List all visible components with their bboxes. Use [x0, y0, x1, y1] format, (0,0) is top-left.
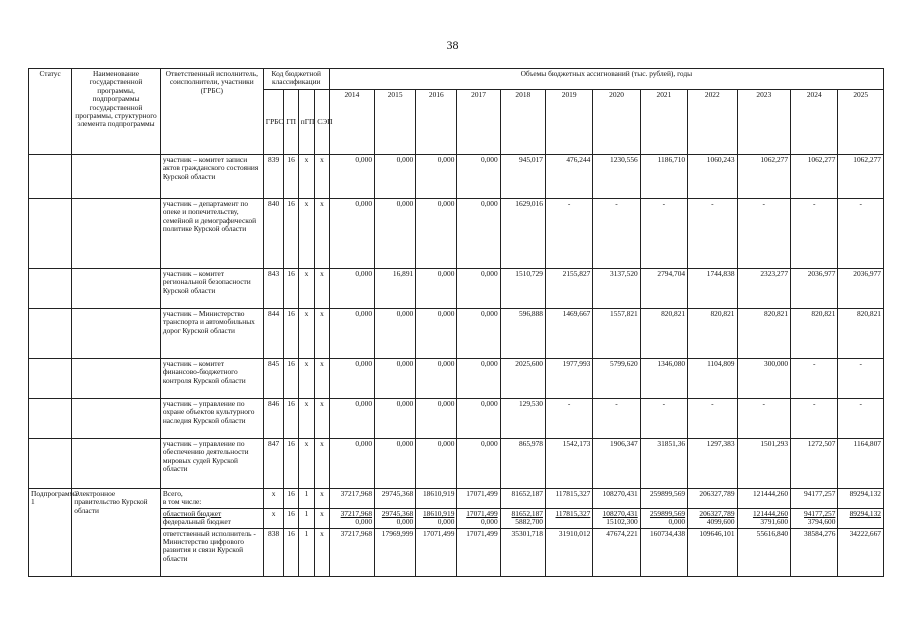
- table-row: [29, 199, 884, 269]
- name-cell: [72, 269, 161, 309]
- federal-value: 0,000: [481, 517, 498, 527]
- value-cell: -: [545, 399, 592, 439]
- value-cell: 0,000: [329, 399, 374, 439]
- code-cell: х: [315, 489, 329, 509]
- value-cell: 0,000: [375, 359, 416, 399]
- value-cell: 2794,704: [640, 269, 687, 309]
- value-cell: 0,000: [457, 199, 500, 269]
- total-value-cell: 17071,499: [457, 489, 500, 509]
- value-cell: 0,000: [329, 155, 374, 199]
- value-cell: 820,821: [688, 309, 737, 359]
- regional-value: 89294,132: [849, 508, 881, 518]
- header-year: 2015: [375, 90, 416, 155]
- value-cell: -: [688, 199, 737, 269]
- value-cell: -: [737, 399, 791, 439]
- value-cell: 35301,718: [500, 528, 545, 576]
- code-cell: х: [298, 309, 314, 359]
- table-row: [29, 359, 884, 399]
- regional-value: 259899,569: [649, 508, 686, 518]
- header-volumes: Объемы бюджетных ассигнований (тыс. рублей), годы: [329, 69, 883, 90]
- value-cell: -: [593, 399, 640, 439]
- value-cell: 0,000: [329, 439, 374, 489]
- value-cell: 820,821: [791, 309, 838, 359]
- total-value-cell: 18610,919: [416, 489, 457, 509]
- budget-label-cell: [160, 508, 263, 528]
- federal-value: 5882,700: [515, 517, 543, 527]
- code-cell: х: [298, 359, 314, 399]
- subprogram-status: Подпрограмма 1: [29, 489, 72, 577]
- code-cell: х: [315, 155, 329, 199]
- value-cell: -: [737, 199, 791, 269]
- name-cell: [72, 309, 161, 359]
- value-cell: 820,821: [640, 309, 687, 359]
- code-cell: 843: [263, 269, 284, 309]
- executor-cell: участник – управление по обеспечению деятельности мировых судей Курской области: [160, 439, 263, 489]
- code-cell: х: [315, 399, 329, 439]
- executor-cell: ответственный исполнитель - Министерство цифрового развития и связи Курской области: [160, 528, 263, 576]
- code-cell: 838: [263, 528, 284, 576]
- name-cell: [72, 439, 161, 489]
- budget-value-cell: [457, 508, 500, 528]
- federal-value: 3794,600: [807, 517, 836, 527]
- value-cell: 31851,36: [640, 439, 687, 489]
- total-value-cell: 89294,132: [838, 489, 884, 509]
- code-cell: 839: [263, 155, 284, 199]
- code-cell: х: [298, 439, 314, 489]
- value-cell: 109646,101: [688, 528, 737, 576]
- code-cell: 1: [298, 508, 314, 528]
- code-cell: х: [298, 155, 314, 199]
- code-cell: х: [315, 439, 329, 489]
- code-cell: х: [298, 399, 314, 439]
- total-value-cell: 117815,327: [545, 489, 592, 509]
- federal-value: 3791,600: [760, 517, 789, 527]
- value-cell: 31910,012: [545, 528, 592, 576]
- value-cell: 38584,276: [791, 528, 838, 576]
- total-value-cell: 37217,968: [329, 489, 374, 509]
- header-year: 2018: [500, 90, 545, 155]
- value-cell: -: [838, 399, 884, 439]
- value-cell: -: [791, 199, 838, 269]
- budget-value-cell: [791, 508, 838, 528]
- header-year: 2019: [545, 90, 592, 155]
- total-value-cell: 121444,260: [737, 489, 791, 509]
- value-cell: 596,888: [500, 309, 545, 359]
- value-cell: -: [791, 399, 838, 439]
- code-cell: х: [315, 199, 329, 269]
- value-cell: 1542,173: [545, 439, 592, 489]
- budget-value-cell: [593, 508, 640, 528]
- value-cell: 3137,520: [593, 269, 640, 309]
- budget-value-cell: [416, 508, 457, 528]
- budget-value-cell: [545, 508, 592, 528]
- value-cell: 1906,347: [593, 439, 640, 489]
- total-value-cell: 206327,789: [688, 489, 737, 509]
- value-cell: 2323,277: [737, 269, 791, 309]
- value-cell: 1510,729: [500, 269, 545, 309]
- value-cell: 0,000: [375, 199, 416, 269]
- code-cell: 844: [263, 309, 284, 359]
- regional-value: 117815,327: [555, 508, 591, 518]
- in-that-label: в том числе:: [162, 497, 202, 507]
- value-cell: 476,244: [545, 155, 592, 199]
- code-cell: 16: [284, 359, 298, 399]
- value-cell: 0,000: [329, 359, 374, 399]
- table-row: [29, 439, 884, 489]
- header-year: 2024: [791, 90, 838, 155]
- value-cell: 1744,838: [688, 269, 737, 309]
- regional-value: 18610,919: [422, 508, 455, 518]
- value-cell: 1164,807: [838, 439, 884, 489]
- value-cell: 1062,277: [791, 155, 838, 199]
- value-cell: 2036,977: [791, 269, 838, 309]
- header-year: 2025: [838, 90, 884, 155]
- status-cell: [29, 399, 72, 439]
- value-cell: -: [545, 199, 592, 269]
- value-cell: 0,000: [457, 359, 500, 399]
- executor-cell: участник – комитет региональной безопасности Курской области: [160, 269, 263, 309]
- value-cell: 0,000: [416, 269, 457, 309]
- value-cell: 160734,438: [640, 528, 687, 576]
- value-cell: 0,000: [416, 309, 457, 359]
- value-cell: 0,000: [416, 199, 457, 269]
- status-cell: [29, 309, 72, 359]
- budget-table: [28, 68, 884, 577]
- value-cell: 1104,809: [688, 359, 737, 399]
- header-code: Код бюджетной классификации: [263, 69, 329, 90]
- code-cell: 845: [263, 359, 284, 399]
- value-cell: 1346,080: [640, 359, 687, 399]
- total-value-cell: 94177,257: [791, 489, 838, 509]
- total-label-cell: [160, 489, 263, 509]
- value-cell: 1062,277: [838, 155, 884, 199]
- value-cell: 0,000: [329, 309, 374, 359]
- value-cell: 16,891: [375, 269, 416, 309]
- value-cell: 2036,977: [838, 269, 884, 309]
- table-row: [29, 269, 884, 309]
- regional-value: 37217,968: [340, 508, 373, 518]
- executor-cell: участник – Министерство транспорта и автомобильных дорог Курской области: [160, 309, 263, 359]
- subprogram-name: Электронное правительство Курской области: [72, 489, 161, 577]
- federal-value: 0,000: [396, 517, 414, 527]
- value-cell: 945,017: [500, 155, 545, 199]
- value-cell: -: [838, 359, 884, 399]
- executor-cell: участник – комитет финансово-бюджетного контроля Курской области: [160, 359, 263, 399]
- value-cell: 17071,499: [416, 528, 457, 576]
- header-row-1: [29, 69, 884, 90]
- value-cell: 1297,383: [688, 439, 737, 489]
- table-row: [29, 399, 884, 439]
- code-cell: х: [315, 508, 329, 528]
- status-cell: [29, 199, 72, 269]
- value-cell: 0,000: [375, 439, 416, 489]
- header-year: 2017: [457, 90, 500, 155]
- total-value-cell: 29745,368: [375, 489, 416, 509]
- table-body: [29, 155, 884, 577]
- code-cell: х: [315, 359, 329, 399]
- code-cell: 1: [298, 528, 314, 576]
- code-cell: 1: [298, 489, 314, 509]
- value-cell: 820,821: [838, 309, 884, 359]
- regional-value: 81652,187: [511, 508, 543, 518]
- code-cell: 846: [263, 399, 284, 439]
- value-cell: 865,978: [500, 439, 545, 489]
- value-cell: 2025,600: [500, 359, 545, 399]
- value-cell: -: [593, 199, 640, 269]
- value-cell: 17071,499: [457, 528, 500, 576]
- header-year: 2016: [416, 90, 457, 155]
- federal-value: 0,000: [355, 517, 373, 527]
- value-cell: 37217,968: [329, 528, 374, 576]
- value-cell: -: [688, 399, 737, 439]
- budget-value-cell: [329, 508, 374, 528]
- header-status: Статус: [29, 69, 72, 155]
- value-cell: 1272,507: [791, 439, 838, 489]
- header-code-col: ГРБС: [263, 90, 284, 155]
- budget-value-cell: [838, 508, 884, 528]
- regional-value: 29745,368: [381, 508, 414, 518]
- value-cell: 1186,710: [640, 155, 687, 199]
- name-cell: [72, 155, 161, 199]
- header-year: 2023: [737, 90, 791, 155]
- regional-value: 206327,789: [699, 508, 735, 518]
- value-cell: 1977,993: [545, 359, 592, 399]
- header-executor: Ответственный исполнитель, соисполнители, участники (ГРБС): [160, 69, 263, 155]
- page-number: 38: [446, 38, 459, 52]
- header-year: 2022: [688, 90, 737, 155]
- code-cell: х: [315, 309, 329, 359]
- table-row: [29, 155, 884, 199]
- value-cell: 1230,556: [593, 155, 640, 199]
- value-cell: 17969,999: [375, 528, 416, 576]
- budget-value-cell: [688, 508, 737, 528]
- header-year: 2020: [593, 90, 640, 155]
- value-cell: 47674,221: [593, 528, 640, 576]
- value-cell: 0,000: [457, 309, 500, 359]
- value-cell: 0,000: [457, 399, 500, 439]
- code-cell: х: [298, 199, 314, 269]
- code-cell: 16: [284, 439, 298, 489]
- code-cell: 16: [284, 399, 298, 439]
- value-cell: 0,000: [416, 439, 457, 489]
- value-cell: 1629,016: [500, 199, 545, 269]
- value-cell: -: [640, 199, 687, 269]
- value-cell: 5799,620: [593, 359, 640, 399]
- code-cell: 16: [284, 528, 298, 576]
- value-cell: 0,000: [375, 309, 416, 359]
- code-cell: 16: [284, 508, 298, 528]
- value-cell: 820,821: [737, 309, 791, 359]
- code-cell: 847: [263, 439, 284, 489]
- executor-cell: участник – управление по охране объектов культурного наследия Курской области: [160, 399, 263, 439]
- executor-cell: участник – департамент по опеке и попечительству, семейной и демографической политике Курской области: [160, 199, 263, 269]
- executor-cell: участник – комитет записи актов гражданского состояния Курской области: [160, 155, 263, 199]
- total-label: Всего,: [162, 489, 183, 498]
- budget-value-cell: [737, 508, 791, 528]
- name-cell: [72, 199, 161, 269]
- value-cell: 129,530: [500, 399, 545, 439]
- total-value-cell: 259899,569: [640, 489, 687, 509]
- value-cell: 0,000: [457, 439, 500, 489]
- value-cell: -: [838, 199, 884, 269]
- value-cell: 0,000: [457, 155, 500, 199]
- value-cell: -: [640, 399, 687, 439]
- federal-value: 0,000: [668, 517, 686, 527]
- value-cell: 1501,293: [737, 439, 791, 489]
- code-cell: 16: [284, 199, 298, 269]
- value-cell: 0,000: [416, 155, 457, 199]
- value-cell: 0,000: [375, 399, 416, 439]
- total-value-cell: 81652,187: [500, 489, 545, 509]
- total-value-cell: 108270,431: [593, 489, 640, 509]
- header-code-col: пГП: [298, 90, 314, 155]
- regional-value: 94177,257: [804, 508, 836, 518]
- value-cell: 1557,821: [593, 309, 640, 359]
- value-cell: 300,000: [737, 359, 791, 399]
- name-cell: [72, 399, 161, 439]
- budget-value-cell: [640, 508, 687, 528]
- code-cell: 16: [284, 489, 298, 509]
- code-cell: х: [315, 528, 329, 576]
- value-cell: 0,000: [416, 359, 457, 399]
- budget-value-cell: [500, 508, 545, 528]
- regional-value: 108270,431: [602, 508, 638, 518]
- regional-value: 17071,499: [466, 508, 498, 518]
- status-cell: [29, 439, 72, 489]
- value-cell: 1469,667: [545, 309, 592, 359]
- federal-value: 4099,600: [706, 517, 735, 527]
- table-row: [29, 309, 884, 359]
- name-cell: [72, 359, 161, 399]
- status-cell: [29, 359, 72, 399]
- header-year: 2014: [329, 90, 374, 155]
- value-cell: 1060,243: [688, 155, 737, 199]
- federal-value: 15102,300: [606, 517, 638, 527]
- value-cell: 55616,840: [737, 528, 791, 576]
- regional-value: 121444,260: [752, 508, 789, 518]
- header-code-col: ГП: [284, 90, 298, 155]
- code-cell: 16: [284, 309, 298, 359]
- value-cell: 0,000: [375, 155, 416, 199]
- value-cell: 0,000: [329, 199, 374, 269]
- value-cell: 1062,277: [737, 155, 791, 199]
- status-cell: [29, 269, 72, 309]
- code-cell: 16: [284, 155, 298, 199]
- value-cell: 0,000: [329, 269, 374, 309]
- code-cell: х: [263, 508, 284, 528]
- code-cell: 16: [284, 269, 298, 309]
- header-year: 2021: [640, 90, 687, 155]
- header-name: Наименование государственной программы, подпрограммы государственной программы, структурного элемента подпрограммы: [72, 69, 161, 155]
- federal-budget-label: федеральный бюджет: [162, 517, 231, 527]
- value-cell: 34222,667: [838, 528, 884, 576]
- value-cell: 0,000: [457, 269, 500, 309]
- code-cell: х: [298, 269, 314, 309]
- code-cell: 840: [263, 199, 284, 269]
- value-cell: -: [791, 359, 838, 399]
- value-cell: 2155,827: [545, 269, 592, 309]
- code-cell: х: [315, 269, 329, 309]
- budget-value-cell: [375, 508, 416, 528]
- regional-budget-label: областной бюджет: [162, 508, 222, 518]
- federal-value: 0,000: [437, 517, 455, 527]
- subprogram-total-row: [29, 489, 884, 509]
- code-cell: х: [263, 489, 284, 509]
- header-code-col: СЭП: [315, 90, 329, 155]
- value-cell: 0,000: [416, 399, 457, 439]
- status-cell: [29, 155, 72, 199]
